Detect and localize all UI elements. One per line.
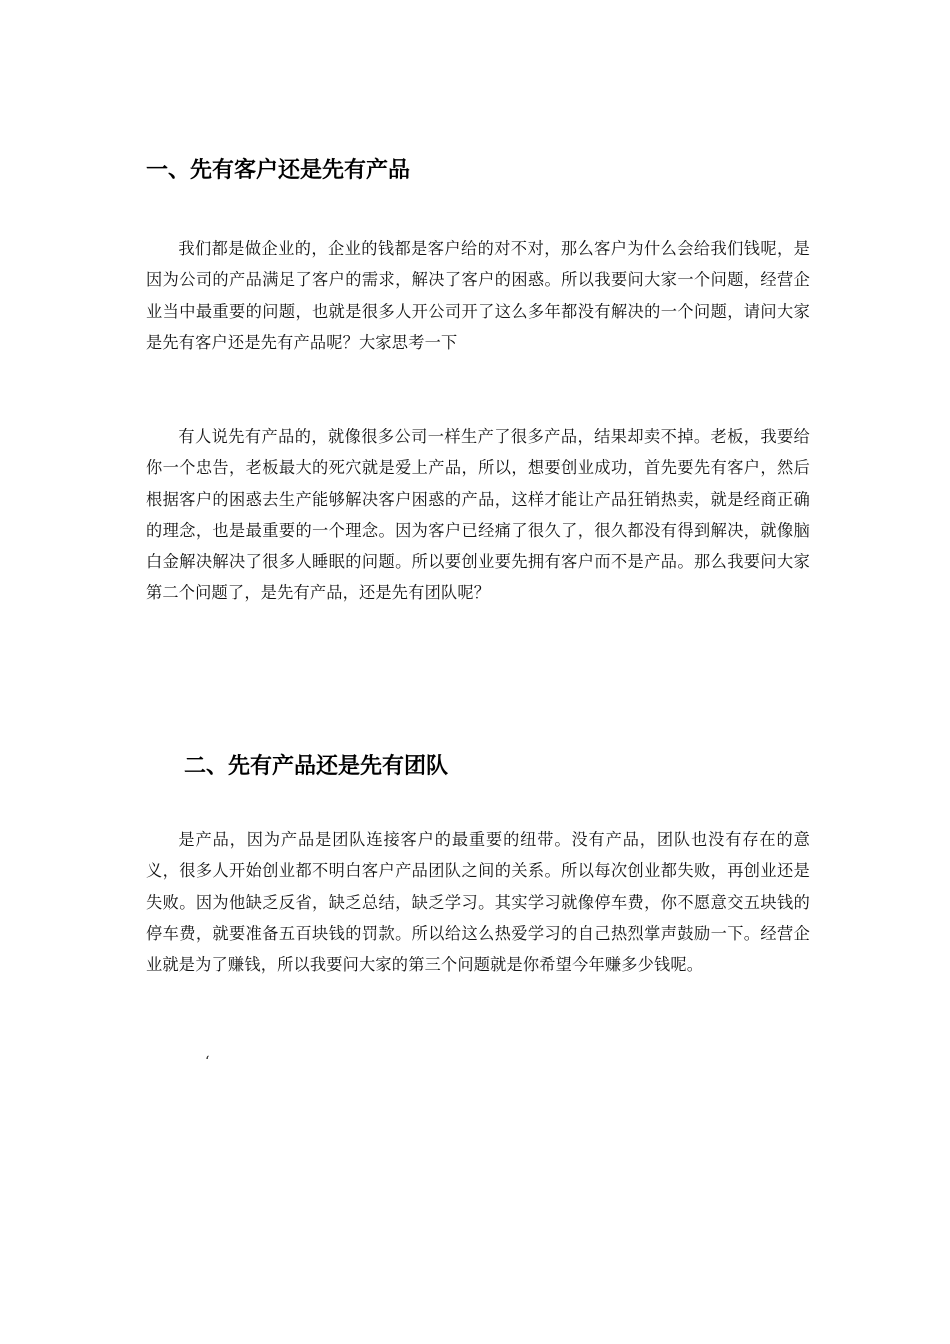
section-1-paragraph-2: 有人说先有产品的，就像很多公司一样生产了很多产品，结果却卖不掉。老板，我要给你一个忠告，老板最大的死穴就是爱上产品，所以，想要创业成功，首先要先有客户，然后根据客户的困惑去生产能够解决客户困惑的产品，这样才能让产品狂销热卖，就是经商正确的理念，也是最重要的一个理念。因为客户已经痛了很久了，很久都没有得到解决，就像脑白金解决解决了很多人睡眠的问题。所以要创业要先拥有客户而不是产品。那么我要问大家第二个问题了，是先有产品，还是先有团队呢？ xyxy=(146,427,810,603)
section-2-heading: 二、先有产品还是先有团队 xyxy=(184,754,449,779)
stray-quote-mark: ‘ xyxy=(205,1054,210,1070)
section-2-paragraph-1: 是产品，因为产品是团队连接客户的最重要的纽带。没有产品，团队也没有存在的意义，很多人开始创业都不明白客户产品团队之间的关系。所以每次创业都失败，再创业还是失败。因为他缺乏反省，缺乏总结，缺乏学习。其实学习就像停车费，你不愿意交五块钱的停车费，就要准备五百块钱的罚款。所以给这么热爱学习的自己热烈掌声鼓励一下。经营企业就是为了赚钱，所以我要问大家的第三个问题就是你希望今年赚多少钱呢。 xyxy=(146,830,810,975)
section-1-heading: 一、先有客户还是先有产品 xyxy=(146,158,411,183)
section-1-paragraph-1: 我们都是做企业的，企业的钱都是客户给的对不对，那么客户为什么会给我们钱呢，是因为公司的产品满足了客户的需求，解决了客户的困惑。所以我要问大家一个问题，经营企业当中最重要的问题，也就是很多人开公司开了这么多年都没有解决的一个问题，请问大家是先有客户还是先有产品呢？大家思考一下 xyxy=(146,239,810,352)
